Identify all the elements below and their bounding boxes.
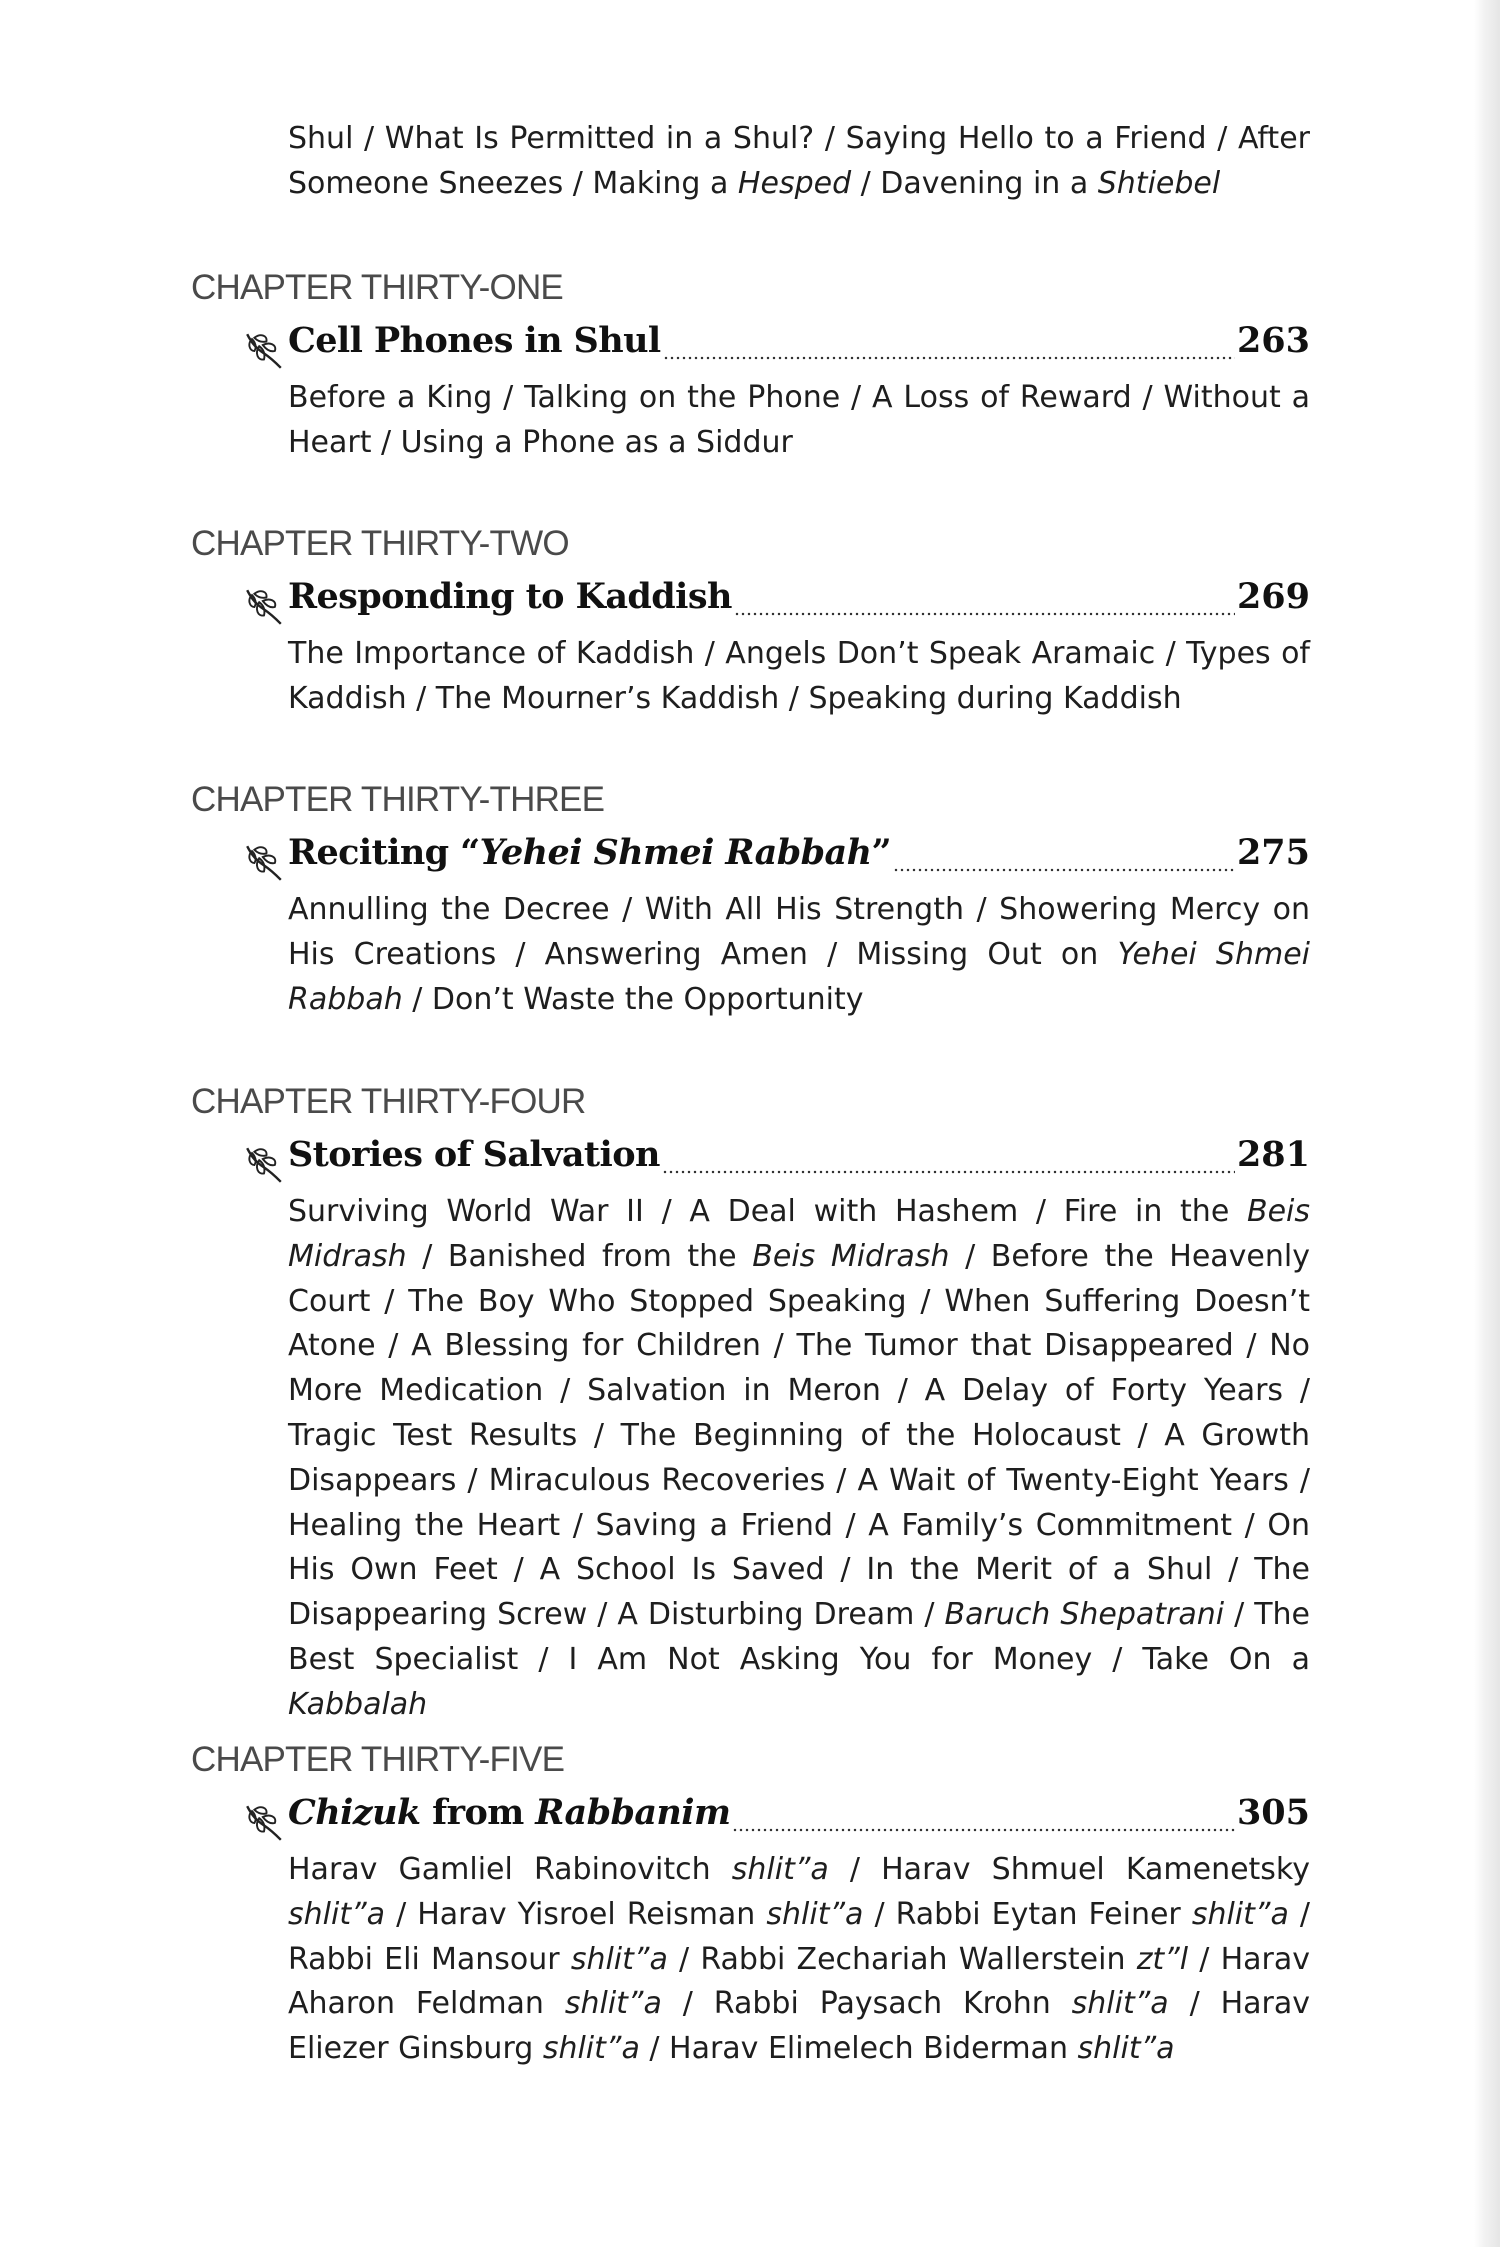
entry-title	[288, 832, 891, 873]
page-number: 281	[1236, 1134, 1310, 1175]
italic-title-text: Yehei Shmei Rabbah	[479, 832, 872, 873]
text-run: / Before the Heavenly Court / The Boy Who Stopped Speaking / When Suffering Doesn’t Atone / A Blessing for Children / The Tumor that Disappeared / No More Medication / Salvation in Meron / A Delay of Forty Years / Tragic Test Results / The Beginning of the Holocaust / A Growth Disappears / Miraculous Recoveries / A Wait of Twenty-Eight Years / Healing the Heart / Saving a Friend / A Family’s Commitment / On His Own Feet / A School Is Saved / In the Merit of a Shul / The Disappearing Screw / A Disturbing Dream /	[288, 1238, 1310, 1633]
chapter-label: CHAPTER THIRTY-THREE	[191, 780, 605, 819]
text-run: Surviving World War II / A Deal with Hashem / Fire in the	[288, 1194, 1247, 1229]
text-run: Harav Gamliel Rabinovitch	[288, 1852, 732, 1887]
text-run: / Harav Aharon Feldman	[288, 1941, 1310, 2022]
italic-title-text: Rabbanim	[535, 1792, 731, 1833]
toc-entry[interactable]	[240, 1134, 1310, 1186]
chapter-summary	[288, 1848, 1310, 2072]
text-run: / Rabbi Eytan Feiner	[863, 1896, 1192, 1932]
italic-text: Beis Midrash	[288, 1194, 1310, 1274]
italic-text: shlit”a	[570, 1941, 668, 1977]
title-text: Stories of Salvation	[288, 1134, 660, 1175]
text-run: Shul / What Is Permitted in a Shul? / Saying Hello to a Friend / After Someone Sneezes / Making a	[288, 121, 1310, 201]
text-run: / Harav Yisroel Reisman	[385, 1896, 767, 1932]
page-number: 305	[1236, 1792, 1310, 1833]
toc-entry[interactable]	[240, 1792, 1310, 1844]
entry-title	[288, 1792, 730, 1833]
toc-entry[interactable]	[240, 320, 1310, 372]
dot-leader	[732, 1828, 1235, 1832]
chapter-label: CHAPTER THIRTY-TWO	[191, 524, 569, 563]
italic-text: zt”l	[1136, 1941, 1189, 1977]
page-number: 269	[1236, 576, 1310, 617]
text-run: / Rabbi Paysach Krohn	[661, 1986, 1072, 2022]
dot-leader	[663, 356, 1235, 360]
italic-text: shlit”a	[1191, 1896, 1289, 1932]
italic-text: shlit”a	[1071, 1986, 1169, 2022]
text-run: / Harav Shmuel Kamenetsky	[828, 1852, 1310, 1887]
page-edge-shadow	[1474, 0, 1500, 2247]
italic-text: shlit”a	[766, 1896, 864, 1932]
text-run: / Banished from the	[406, 1238, 753, 1274]
leaf-ornament-icon	[240, 1141, 288, 1183]
toc-entry[interactable]	[240, 832, 1310, 884]
italic-text: shlit”a	[542, 2031, 640, 2067]
leaf-ornament-icon	[240, 1799, 288, 1841]
dot-leader	[893, 868, 1235, 872]
entry-title	[288, 320, 661, 361]
text-run: / Don’t Waste the Opportunity	[402, 981, 864, 1017]
text-run: Before a King / Talking on the Phone / A Loss of Reward / Without a Heart / Using a Phone as a Siddur	[288, 380, 1310, 460]
title-text: from	[420, 1792, 536, 1833]
chapter-summary	[288, 376, 1310, 466]
intro-summary	[288, 116, 1310, 206]
italic-text: shlit”a	[288, 1896, 386, 1932]
chapter-label: CHAPTER THIRTY-FIVE	[191, 1740, 565, 1779]
leaf-ornament-icon	[240, 583, 288, 625]
page-number: 275	[1236, 832, 1310, 873]
title-text: ”	[871, 832, 891, 873]
italic-text: Shtiebel	[1097, 166, 1221, 201]
italic-text: Baruch Shepatrani	[944, 1597, 1225, 1633]
title-text: Cell Phones in Shul	[288, 320, 661, 361]
page-number: 263	[1236, 320, 1310, 361]
entry-title	[288, 1134, 660, 1175]
italic-text: shlit”a	[1077, 2031, 1175, 2067]
title-text: Reciting “	[288, 832, 480, 873]
text-run: The Importance of Kaddish / Angels Don’t Speak Aramaic / Types of Kaddish / The Mourner’s Kaddish / Speaking during Kaddish	[288, 636, 1310, 716]
text-run: / Rabbi Zechariah Wallerstein	[667, 1941, 1137, 1977]
italic-text: Kabbalah	[288, 1686, 428, 1722]
chapter-summary	[288, 888, 1310, 1022]
toc-entry[interactable]	[240, 576, 1310, 628]
dot-leader	[734, 612, 1235, 616]
italic-text: Beis Midrash	[752, 1238, 950, 1274]
text-run: Annulling the Decree / With All His Strength / Showering Mercy on His Creations / Answering Amen / Missing Out on	[288, 892, 1310, 972]
italic-text: shlit”a	[731, 1852, 829, 1887]
chapter-label: CHAPTER THIRTY-ONE	[191, 268, 563, 307]
chapter-label: CHAPTER THIRTY-FOUR	[191, 1082, 586, 1121]
text-run: / Harav Elimelech Biderman	[639, 2031, 1078, 2067]
italic-text: shlit”a	[564, 1986, 662, 2022]
text-run: / Davening in a	[851, 166, 1098, 201]
text-run: / The Best Specialist / I Am Not Asking You for Money / Take On a	[288, 1597, 1310, 1677]
italic-title-text: Chizuk	[288, 1792, 421, 1833]
text-run: / Rabbi Eli Mansour	[288, 1896, 1311, 1977]
italic-text: Hesped	[737, 166, 852, 201]
chapter-summary	[288, 1190, 1310, 1728]
chapter-summary	[288, 632, 1310, 722]
dot-leader	[662, 1170, 1235, 1174]
entry-title	[288, 576, 732, 617]
title-text: Responding to Kaddish	[288, 576, 732, 617]
italic-text: Yehei Shmei Rabbah	[288, 936, 1310, 1017]
leaf-ornament-icon	[240, 327, 288, 369]
text-run: / Harav Eliezer Ginsburg	[288, 1986, 1311, 2067]
leaf-ornament-icon	[240, 839, 288, 881]
